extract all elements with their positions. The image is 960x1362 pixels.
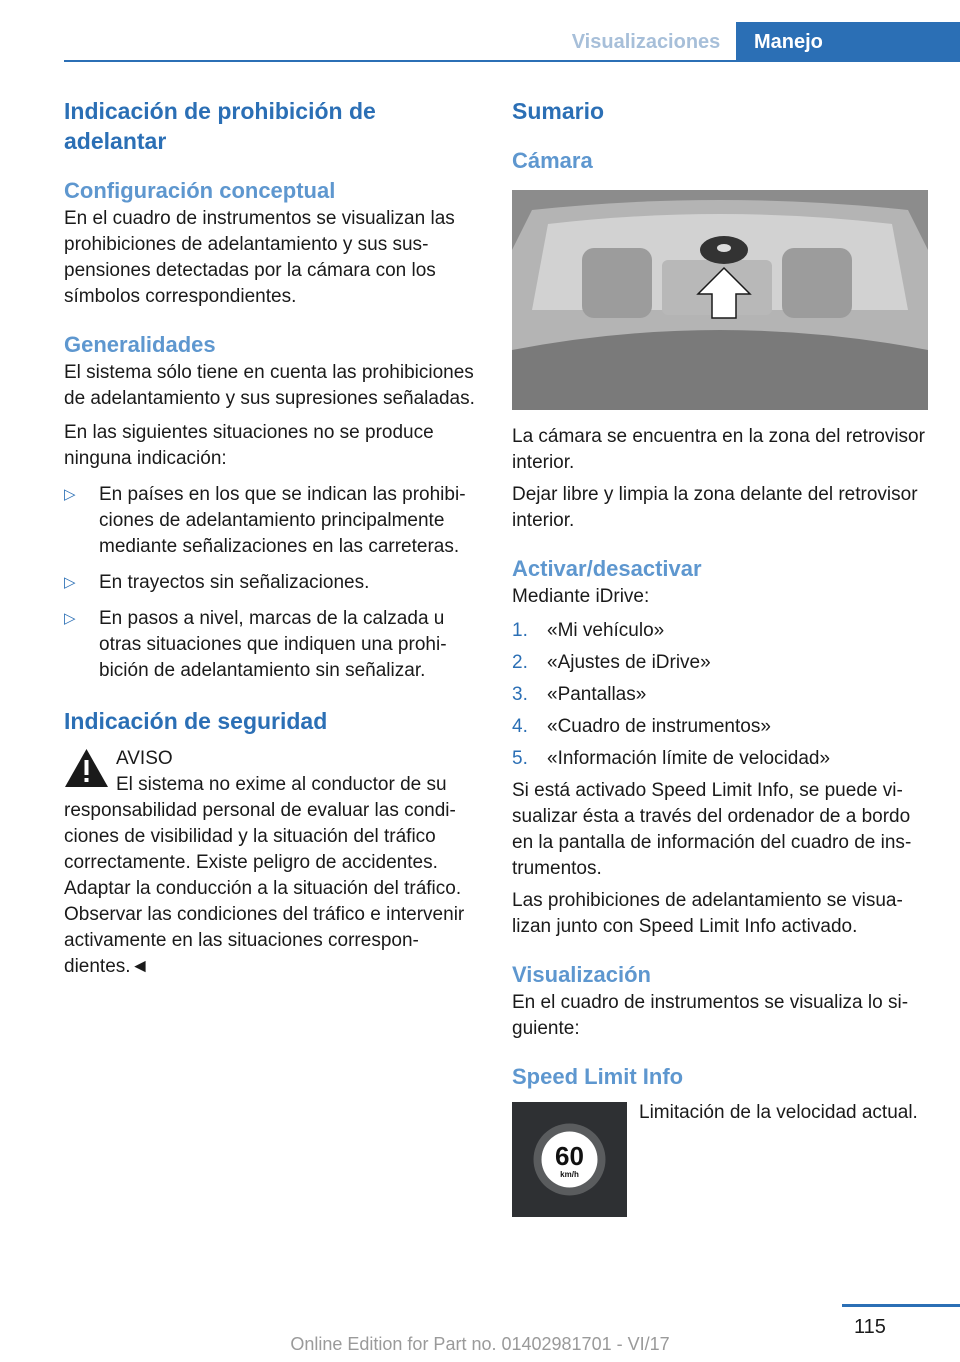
speed-unit: km/h <box>560 1170 579 1179</box>
heading-speed-limit-info: Speed Limit Info <box>512 1064 684 1089</box>
list-item: 5. «Información límite de velocidad» <box>512 748 831 769</box>
tab-manejo[interactable]: Manejo <box>736 22 960 62</box>
warning-triangle-icon <box>64 748 109 788</box>
triangle-bullet-icon: ▷ <box>64 486 76 503</box>
activate-text-2: Las prohibiciones de adelantamiento se visualizan junto con Speed Limit Info activado. <box>512 890 903 937</box>
display-text: En el cuadro de instrumentos se visualiza lo siguiente: <box>512 992 909 1039</box>
general-text-1: El sistema sólo tiene en cuenta las prohibiciones de adelantamiento y sus supresiones señaladas. <box>64 362 475 409</box>
speed-value: 60 <box>555 1141 584 1171</box>
section-title-summary: Sumario <box>512 98 605 124</box>
footer-rule <box>842 1304 960 1307</box>
warning-text: El sistema no exime al conductor de su responsabilidad personal de evaluar las condiciones de visibilidad y la situación del tráfico correctamente. Existe peligro de accidentes. Adaptar la conducción a la situación del tráfico. Observar las condiciones del tráfico e intervenir activamente en las situaciones correspondientes.◄ <box>64 774 465 977</box>
section-title-overtaking: Indicación de prohibición de adelantar <box>64 98 376 154</box>
speed-limit-block <box>512 1102 928 1217</box>
list-item: ▷ En trayectos sin señalizaciones. <box>64 570 480 596</box>
speed-limit-sign-icon <box>512 1102 627 1217</box>
no-indication-list <box>64 482 480 684</box>
list-item: 1. «Mi vehículo» <box>512 620 665 641</box>
activate-intro: Mediante iDrive: <box>512 586 650 607</box>
warning-label: AVISO <box>116 748 173 769</box>
list-item: 2. «Ajustes de iDrive» <box>512 652 711 673</box>
right-column <box>512 96 928 1217</box>
edition-footer: Online Edition for Part no. 01402981701 - VI/17 <box>290 1334 670 1354</box>
left-column <box>64 96 480 980</box>
top-navigation <box>0 22 960 62</box>
triangle-bullet-icon: ▷ <box>64 610 76 627</box>
camera-location-image <box>512 190 928 410</box>
page-number: 115 <box>854 1316 886 1338</box>
speed-limit-text: Limitación de la velocidad actual. <box>639 1102 918 1123</box>
list-item: ▷ En pasos a nivel, marcas de la calzada u otras situaciones que indiquen una prohibición de adelantamiento sin señalizar. <box>64 608 447 681</box>
heading-activate: Activar/desactivar <box>512 556 702 581</box>
idrive-steps-list <box>512 618 928 772</box>
list-item: 3. «Pantallas» <box>512 684 647 705</box>
warning-block <box>64 746 480 980</box>
heading-display: Visualización <box>512 962 651 987</box>
header-rule <box>64 60 960 62</box>
list-item: ▷ En países en los que se indican las prohibiciones de adelantamiento principalmente mediante señalizaciones en las carreteras. <box>64 484 466 557</box>
heading-camera: Cámara <box>512 148 593 173</box>
camera-text-1: La cámara se encuentra en la zona del retrovisor interior. <box>512 426 925 473</box>
heading-general: Generalidades <box>64 332 216 357</box>
list-item: 4. «Cuadro de instrumentos» <box>512 716 771 737</box>
heading-concept: Configuración conceptual <box>64 178 336 203</box>
tab-visualizaciones[interactable]: Visualizaciones <box>571 31 721 53</box>
concept-text: En el cuadro de instrumentos se visualizan las prohibiciones de adelantamiento y sus suspensiones detectadas por la cámara con los símbolos correspondientes. <box>64 208 455 307</box>
camera-text-2: Dejar libre y limpia la zona delante del retrovisor interior. <box>512 484 918 531</box>
general-text-2: En las siguientes situaciones no se produce ninguna indicación: <box>64 422 434 469</box>
triangle-bullet-icon: ▷ <box>64 574 76 591</box>
section-title-safety: Indicación de seguridad <box>64 708 328 734</box>
activate-text-1: Si está activado Speed Limit Info, se puede visualizar ésta a través del ordenador de a bordo en la pantalla de información del cuadro de instrumentos. <box>512 780 912 879</box>
